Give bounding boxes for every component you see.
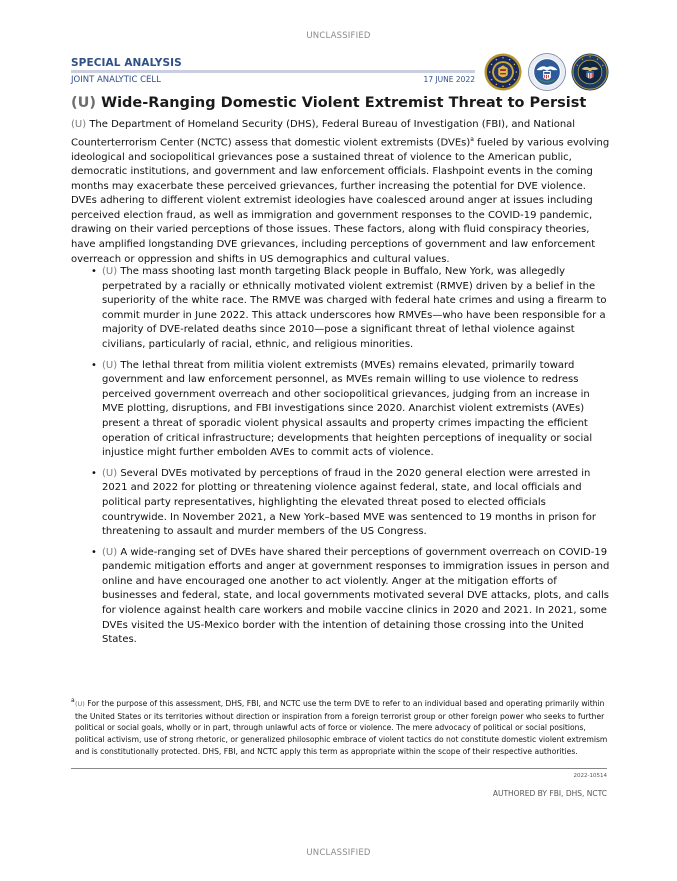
special-analysis-label: SPECIAL ANALYSIS xyxy=(71,57,182,69)
bullet-icon: • xyxy=(91,546,97,558)
title-marking: (U) xyxy=(71,95,97,111)
footnote-marking: (U) xyxy=(75,700,85,708)
nctc-seal-icon xyxy=(571,53,609,91)
classification-banner-bottom: UNCLASSIFIED xyxy=(306,848,371,858)
bullet-marking: (U) xyxy=(102,467,118,479)
joint-analytic-cell-label: JOINT ANALYTIC CELL xyxy=(71,75,161,85)
list-item xyxy=(71,546,613,648)
publication-date: 17 JUNE 2022 xyxy=(423,75,475,84)
header-rule xyxy=(71,70,475,73)
bullet-marking: (U) xyxy=(102,546,118,558)
bullet-text: A wide-ranging set of DVEs have shared their perceptions of government overreach on COVID-19 pandemic mitigation efforts and anger at government responses to immigration issues in person and online and have encouraged one another to act violently. Anger at the mitigation efforts of businesses and federal, state, and local governments motivated several DVE attacks, plots, and calls for violence against health care workers and mobile vaccine clinics in 2020 and 2021. In 2021, some DVEs visited the US-Mexico border with the intention of detaining those crossing into the United States. xyxy=(102,546,610,646)
bullet-text: The mass shooting last month targeting Black people in Buffalo, New York, was allegedly perpetrated by a racially or ethnically motivated violent extremist (RMVE) driven by a belief in the superiority of the white race. The RMVE was charged with federal hate crimes and using a firearm to commit murder in June 2022. This attack underscores how RMVEs—who have been responsible for a majority of DVE-related deaths since 2010—pose a significant threat of lethal violence against civilians, particularly of racial, ethnic, and religious minorities. xyxy=(102,266,607,350)
intro-text-before: The Department of Homeland Security (DHS), Federal Bureau of Investigation (FBI), and National Counterterrorism Center (NCTC) assess that domestic violent extremists (DVEs) xyxy=(71,119,576,148)
intro-text-after: fueled by various evolving ideological and sociopolitical grievances pose a sustained threat of violence to the American public, democratic institutions, and government and law enforcement officials. Flashpoint events in the coming months may exacerbate these perceived grievances, further increasing the potential for DVE violence. DVEs adhering to different violent extremist ideologies have coalesced around anger at issues including perceived election fraud, as well as immigration and government responses to the COVID-19 pandemic, drawing on their varied perceptions of those issues. These factors, along with fluid conspiracy theories, have amplified longstanding DVE grievances, including perceptions of government and law enforcement overreach or oppression and shifts in US demographics and cultural values. xyxy=(71,136,610,265)
document-number: 2022-10514 xyxy=(573,773,607,779)
bullet-text: Several DVEs motivated by perceptions of fraud in the 2020 general election were arrested in 2021 and 2022 for plotting or threatening violence against federal, state, and local officials and political party representatives, highlighting the elevated threat posed to elected officials countrywide. In November 2021, a New York–based MVE was sentenced to 19 months in prison for threatening to assault and murder members of the US Congress. xyxy=(102,467,597,538)
bullet-marking: (U) xyxy=(102,266,118,277)
footnote xyxy=(75,698,610,758)
dhs-seal-icon xyxy=(528,53,566,91)
list-item xyxy=(71,467,613,540)
title-text: Wide-Ranging Domestic Violent Extremist Threat to Persist xyxy=(101,95,587,111)
intro-paragraph xyxy=(71,118,613,267)
footnote-text: For the purpose of this assessment, DHS, FBI, and NCTC use the term DVE to refer to an individual based and operating primarily within the United States or its territories without direction or inspiration from a foreign terrorist group or other foreign power who seeks to further political or social goals, wholly or in part, through unlawful acts of force or violence. The mere advocacy of political or social positions, political activism, use of strong rhetoric, or generalized philosophic embrace of violent tactics do not constitute domestic violent extremism and is constitutionally protected. DHS, FBI, and NCTC apply this term as appropriate within the scope of their respective authorities. xyxy=(75,699,608,756)
authored-by: AUTHORED BY FBI, DHS, NCTC xyxy=(492,789,607,798)
page-title xyxy=(71,95,586,111)
key-judgment-list xyxy=(71,265,613,654)
fbi-seal-icon xyxy=(484,53,522,91)
list-item xyxy=(71,265,613,353)
bullet-text: The lethal threat from militia violent extremists (MVEs) remains elevated, primarily toward government and law enforcement personnel, as MVEs remain willing to use violence to redress perceived government overreach and other sociopolitical grievances, judging from an increase in MVE plotting, disruptions, and FBI investigations since 2020. Anarchist violent extremists (AVEs) present a threat of sporadic violent physical assaults and property crimes impacting the efficient operation of critical infrastructure; developments that heighten perceptions of inequality or social injustice might further embolden AVEs to commit acts of violence. xyxy=(102,359,593,459)
footnote-rule xyxy=(71,768,607,769)
classification-banner-top: UNCLASSIFIED xyxy=(306,31,371,41)
footnote-ref[interactable]: a xyxy=(470,135,474,143)
bullet-marking: (U) xyxy=(102,359,118,371)
bullet-icon: • xyxy=(91,266,97,277)
bullet-icon: • xyxy=(91,359,97,371)
intro-marking: (U) xyxy=(71,119,87,130)
bullet-icon: • xyxy=(91,467,97,479)
list-item xyxy=(71,359,613,461)
footnote-marker: a xyxy=(71,697,75,704)
